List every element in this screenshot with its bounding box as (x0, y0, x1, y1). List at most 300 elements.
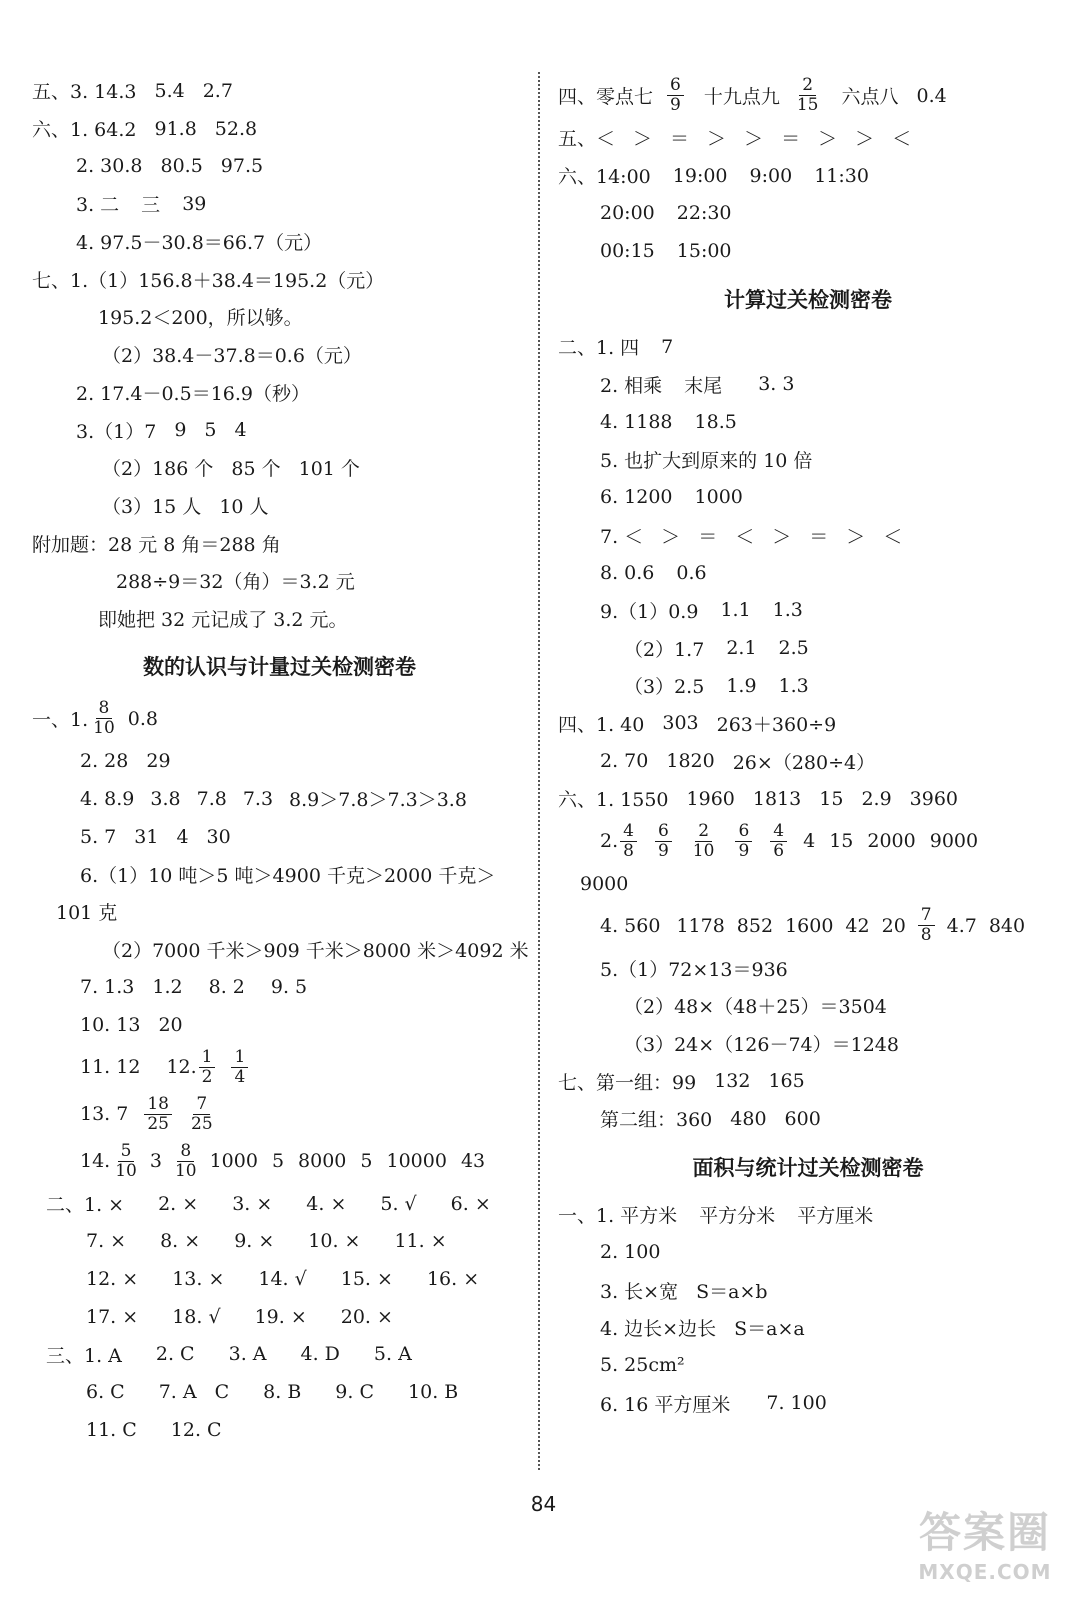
answer-line (558, 1271, 1058, 1309)
answer-text: 4. 1188 (600, 410, 673, 433)
answer-text: 1.1 (720, 599, 751, 622)
answer-text: （2）48×（48＋25）＝3504 (624, 996, 887, 1019)
answer-line (558, 629, 1058, 667)
answer-text: 三、1. A (46, 1344, 122, 1367)
section-title: 面积与统计过关检测密卷 (692, 1155, 924, 1180)
fraction (112, 1140, 140, 1181)
answer-text: 4. 8.9 (80, 787, 135, 810)
answer-text: 5.4 (154, 79, 185, 102)
answer-text: 6. 1200 (600, 486, 673, 509)
right-answer-column (558, 72, 1058, 1422)
answer-line (558, 516, 1058, 554)
fraction-numerator: 5 (118, 1143, 135, 1162)
answer-text: 12. × (86, 1268, 139, 1291)
answer-text: 4 (176, 825, 189, 848)
answer-text: 852 (736, 914, 774, 937)
answer-text: 0.8 (127, 707, 158, 730)
answer-text: 80.5 (160, 155, 203, 178)
answer-line (32, 487, 527, 525)
answer-text: 2. 相乘 (600, 374, 663, 397)
answer-text: 15:00 (676, 239, 732, 262)
answer-line (558, 865, 1058, 903)
answer-line (558, 1196, 1058, 1234)
answer-line (558, 1062, 1058, 1100)
answer-text: 五、＜ (558, 128, 616, 151)
answer-text: 1813 (752, 787, 802, 810)
answer-text: 四、1. 40 (558, 713, 645, 736)
answer-text: 19:00 (672, 164, 728, 187)
answer-line (32, 374, 527, 412)
answer-text: 3960 (909, 787, 959, 810)
column-divider (538, 72, 540, 1470)
answer-text: 2.7 (202, 79, 233, 102)
fraction (90, 700, 118, 737)
fraction (144, 1093, 172, 1134)
fraction-denominator: 10 (115, 1160, 137, 1181)
answer-text: 7.8 (196, 787, 227, 810)
answer-text: 288÷9＝32（角）＝3.2 元 (116, 571, 355, 594)
answer-text: 六点八 (841, 86, 899, 108)
answer-text: 二、1. × (46, 1194, 125, 1217)
answer-text: 4. D (300, 1343, 340, 1366)
answer-text: 平方厘米 (797, 1205, 874, 1228)
answer-line (32, 1006, 527, 1044)
answer-line (558, 479, 1058, 517)
answer-text: 303 (662, 712, 699, 735)
fraction-denominator: 10 (692, 840, 715, 861)
answer-text: 末尾 (684, 374, 723, 397)
fraction-numerator: 8 (96, 700, 113, 719)
answer-text: ＜ (892, 128, 912, 151)
answer-text: 101 个 (298, 458, 360, 481)
answer-text: 7. A (158, 1381, 197, 1404)
answer-text: 4. 边长×边长 (600, 1318, 717, 1341)
answer-line (32, 1138, 527, 1185)
answer-text: 10 人 (219, 495, 269, 518)
answer-text: 4 (234, 419, 247, 442)
answer-text: 2. 28 (80, 750, 129, 773)
fraction-numerator: 6 (735, 823, 752, 842)
answer-text: 5 (360, 1150, 373, 1173)
answer-line (32, 336, 527, 374)
answer-line (32, 695, 527, 742)
fraction-numerator: 2 (695, 823, 712, 842)
answer-line (32, 411, 527, 449)
answer-text: 1000 (694, 486, 743, 509)
section-title: 数的认识与计量过关检测密卷 (143, 655, 416, 680)
fraction-denominator: 10 (174, 1160, 197, 1181)
answer-text: S＝a×b (696, 1280, 768, 1303)
fraction (231, 1046, 248, 1087)
fraction-denominator: 15 (796, 95, 819, 115)
fraction-denominator: 8 (920, 925, 932, 946)
answer-text: 16. × (426, 1268, 480, 1291)
fraction (794, 77, 822, 114)
answer-text: 11. 12 (80, 1056, 141, 1079)
answer-text: ＞ (661, 525, 681, 548)
answer-text: 20 (158, 1013, 183, 1036)
answer-text: 7 (661, 335, 674, 358)
answer-text: 97.5 (220, 155, 264, 178)
answer-text: 第二组：360 (600, 1109, 713, 1132)
answer-text: 5.（1）72×13＝936 (600, 958, 788, 981)
answer-line (32, 818, 527, 856)
answer-text: 9000 (580, 872, 629, 895)
answer-line (32, 1260, 527, 1298)
fraction-denominator: 9 (738, 840, 750, 861)
answer-text: 1178 (676, 914, 725, 937)
answer-text: 43 (460, 1150, 486, 1173)
watermark (895, 1500, 1075, 1592)
answer-line (558, 705, 1058, 743)
answer-line (32, 931, 527, 969)
answer-text: ＝ (809, 525, 829, 548)
answer-text: 一、1. (32, 709, 89, 732)
answer-text: 15. × (340, 1268, 393, 1291)
answer-text: 3. 长×宽 (600, 1280, 679, 1303)
answer-text: 12. (166, 1056, 197, 1079)
fraction (770, 820, 787, 861)
answer-text: ＞ (744, 128, 764, 151)
answer-text: 2000 (867, 830, 916, 853)
answer-line (32, 524, 527, 562)
answer-text: 30 (206, 825, 231, 848)
answer-text: 17. × (86, 1305, 139, 1328)
answer-text: 4.7 (946, 914, 977, 937)
answer-text: 8000 (298, 1150, 347, 1173)
answer-text: 3. 二 (76, 194, 120, 217)
answer-text: ＞ (772, 525, 792, 548)
fraction (690, 820, 718, 861)
answer-text: 5 (204, 419, 217, 442)
answer-line (558, 949, 1058, 987)
fraction-denominator: 25 (191, 1113, 213, 1134)
answer-line (558, 818, 1058, 865)
answer-text: ＝ (670, 128, 690, 151)
answer-line (558, 403, 1058, 441)
answer-text: ＝ (781, 128, 801, 151)
answer-text: 七、1.（1）156.8＋38.4＝195.2（元） (32, 269, 385, 292)
answer-text: 8. 2 (208, 976, 245, 999)
answer-text: 11. × (394, 1230, 447, 1253)
answer-text: 29 (146, 750, 171, 773)
answer-text: 9. × (234, 1230, 275, 1253)
answer-text: 480 (730, 1107, 767, 1130)
fraction-denominator: 9 (657, 840, 669, 861)
answer-text: （2）7000 千米＞909 千米＞8000 米＞4092 米 (102, 940, 529, 963)
answer-text: 4 (803, 830, 816, 853)
answer-text: 18. √ (172, 1305, 221, 1328)
answer-text: 195.2＜200，所以够。 (98, 307, 303, 330)
answer-text: 10000 (386, 1150, 447, 1173)
answer-text: 1600 (785, 914, 834, 937)
answer-line (32, 1044, 527, 1091)
fraction (655, 820, 672, 861)
answer-line (558, 1025, 1058, 1063)
answer-line (32, 1185, 527, 1223)
answer-text: ＝ (698, 525, 718, 548)
answer-text: 91.8 (154, 117, 197, 140)
answer-text: 8. × (160, 1230, 201, 1253)
answer-text: 五、3. 14.3 (32, 81, 137, 104)
answer-text: 六、1. 64.2 (32, 119, 137, 142)
answer-text: 14. (80, 1150, 111, 1173)
answer-line (32, 110, 527, 148)
answer-line (558, 1234, 1058, 1272)
answer-text: ＞ (846, 525, 866, 548)
answer-text: （2）38.4－37.8＝0.6（元） (102, 345, 362, 368)
answer-text: 四、零点七 (558, 86, 654, 108)
answer-line (558, 1347, 1058, 1385)
answer-text: 6. × (450, 1192, 491, 1215)
answer-text: 18.5 (694, 410, 737, 433)
fraction-numerator: 7 (918, 907, 935, 926)
answer-text: 31 (134, 825, 159, 848)
answer-text: 附加题：28 元 8 角＝288 角 (32, 533, 281, 556)
answer-line (32, 449, 527, 487)
answer-text: ＞ (633, 128, 653, 151)
fraction-denominator: 6 (773, 840, 785, 861)
answer-text: 20 (881, 914, 906, 937)
answer-text: 7. ＜ (600, 525, 644, 548)
fraction-denominator: 10 (93, 718, 115, 739)
fraction-denominator: 4 (234, 1066, 246, 1087)
answer-text: 42 (845, 914, 870, 937)
answer-text: 1000 (209, 1150, 258, 1173)
fraction-numerator: 7 (193, 1096, 210, 1115)
answer-text: 2.5 (778, 637, 809, 660)
answer-text: 1.3 (772, 599, 803, 622)
answer-text: 5. √ (380, 1192, 417, 1215)
answer-text: 840 (988, 914, 1026, 937)
fraction (188, 1093, 216, 1134)
answer-line (32, 780, 527, 818)
answer-text: 0.4 (916, 84, 947, 107)
answer-line (558, 780, 1058, 818)
answer-text: 4. 97.5－30.8＝66.7（元） (76, 232, 323, 255)
answer-line (558, 119, 1058, 157)
answer-line (32, 72, 527, 110)
fraction (735, 820, 752, 861)
answer-line (32, 185, 527, 223)
answer-text: 26×（280÷4） (732, 751, 876, 774)
answer-text: 即她把 32 元记成了 3.2 元。 (98, 608, 348, 631)
answer-text: 11:30 (814, 164, 869, 187)
answer-line (32, 1298, 527, 1336)
answer-text: 2. × (158, 1192, 199, 1215)
answer-text: 3 (149, 1150, 162, 1173)
answer-text: 5. 7 (80, 825, 117, 848)
answer-text: 39 (182, 192, 207, 215)
answer-text: 7. 100 (766, 1392, 827, 1415)
answer-text: 52.8 (214, 117, 258, 140)
answer-line (32, 968, 527, 1006)
answer-text: 一、1. 平方米 (558, 1205, 678, 1228)
answer-text: 5. 25cm² (600, 1354, 685, 1377)
answer-line (32, 1336, 527, 1374)
fraction-denominator: 9 (670, 95, 681, 115)
answer-text: 165 (768, 1070, 805, 1093)
answer-text: 1.3 (778, 674, 809, 697)
answer-text: 1.2 (152, 976, 183, 999)
answer-text: （3）24×（126－74）＝1248 (624, 1034, 899, 1057)
answer-line (32, 600, 527, 638)
answer-text: 15 (819, 787, 844, 810)
answer-text: ＞ (855, 128, 875, 151)
fraction (667, 77, 684, 114)
answer-line (558, 742, 1058, 780)
fraction-numerator: 1 (199, 1049, 216, 1068)
answer-line (32, 1373, 527, 1411)
answer-text: 6. 16 平方厘米 (600, 1393, 731, 1416)
answer-text: 4. × (306, 1192, 347, 1215)
fraction-denominator: 2 (201, 1066, 213, 1087)
answer-line (32, 893, 527, 931)
answer-text: 5. 也扩大到原来的 10 倍 (600, 450, 813, 473)
answer-text: （3）15 人 (102, 495, 202, 518)
answer-text: 4. 560 (600, 914, 661, 937)
answer-text: ＞ (707, 128, 727, 151)
fraction-numerator: 8 (177, 1143, 194, 1162)
watermark-url: MXQE.COM (918, 1560, 1052, 1584)
answer-line (558, 441, 1058, 479)
fraction-numerator: 4 (620, 823, 637, 842)
answer-text: 15 (829, 830, 854, 853)
answer-text: 263＋360÷9 (716, 713, 837, 736)
fraction-numerator: 6 (667, 77, 684, 96)
answer-text: S＝a×a (734, 1318, 805, 1341)
answer-line (558, 667, 1058, 705)
answer-text: 1.9 (726, 674, 757, 697)
answer-text: 3. 3 (758, 373, 795, 396)
answer-text: 十九点九 (703, 86, 780, 108)
answer-text: 六、1. 1550 (558, 789, 669, 812)
answer-text: 9. C (335, 1381, 375, 1404)
answer-text: 8. 0.6 (600, 561, 655, 584)
answer-text: 12. C (170, 1418, 222, 1441)
answer-text: 7.3 (242, 787, 274, 810)
fraction (199, 1046, 216, 1087)
answer-text: 3.（1）7 (76, 420, 157, 443)
answer-line (32, 1091, 527, 1138)
answer-text: 13. 7 (80, 1103, 129, 1126)
answer-text: 132 (714, 1070, 751, 1093)
answer-line (558, 554, 1058, 592)
answer-text: 14. √ (258, 1268, 307, 1291)
answer-text: 平方分米 (699, 1205, 776, 1228)
answer-line (32, 1223, 527, 1261)
answer-text: 5. A (373, 1343, 412, 1366)
answer-text: 6.（1）10 吨＞5 吨＞4900 千克＞2000 千克＞ (80, 864, 496, 887)
fraction-denominator: 25 (147, 1113, 169, 1134)
answer-line (558, 72, 1058, 119)
fraction-numerator: 4 (770, 823, 787, 842)
answer-text: 2. C (155, 1343, 195, 1366)
answer-text: 7. 1.3 (80, 976, 135, 999)
answer-text: 3. A (228, 1343, 267, 1366)
answer-text: 13. × (172, 1268, 225, 1291)
answer-text: 2. 70 (600, 750, 649, 773)
answer-text: 5 (271, 1150, 285, 1173)
fraction-denominator: 8 (623, 840, 634, 861)
answer-line (32, 855, 527, 893)
answer-text: 101 克 (56, 902, 118, 925)
answer-text: 3. × (232, 1192, 273, 1215)
answer-line (558, 328, 1058, 366)
answer-line (558, 592, 1058, 630)
answer-text: 2. 30.8 (76, 155, 143, 178)
answer-text: 1960 (686, 787, 735, 810)
answer-text: 10. B (408, 1381, 459, 1404)
answer-text: 9:00 (749, 164, 793, 187)
answer-text: 七、第一组：99 (558, 1071, 697, 1094)
fraction-numerator: 1 (231, 1049, 248, 1068)
answer-text: 9 (174, 419, 187, 442)
answer-line (32, 260, 527, 298)
answer-line (32, 562, 527, 600)
answer-line (558, 1384, 1058, 1422)
answer-text: 1820 (666, 750, 715, 773)
answer-text: 85 个 (231, 458, 281, 481)
fraction (620, 820, 637, 861)
answer-text: （3）2.5 (624, 676, 705, 699)
answer-line (32, 1411, 527, 1449)
page-number: 84 (530, 1492, 557, 1516)
answer-text: 6. C (86, 1381, 125, 1404)
answer-text: 8. B (263, 1381, 302, 1404)
answer-line (32, 147, 527, 185)
answer-line (32, 223, 527, 261)
watermark-logo: 答案圈 (918, 1508, 1051, 1557)
answer-text: 2. 17.4－0.5＝16.9（秒） (76, 382, 310, 405)
answer-text: 20. × (340, 1305, 393, 1328)
answer-text: 20:00 (600, 202, 655, 225)
answer-text: 9. 5 (270, 976, 308, 999)
answer-line (32, 298, 527, 336)
answer-text: 00:15 (600, 239, 655, 262)
answer-line (558, 1309, 1058, 1347)
answer-text: 22:30 (676, 202, 732, 225)
answer-text: 2.9 (861, 787, 892, 810)
answer-line (558, 902, 1058, 949)
answer-line (32, 742, 527, 780)
fraction-numerator: 6 (655, 823, 672, 842)
answer-text: 9000 (929, 830, 979, 853)
answer-text: C (214, 1381, 230, 1404)
answer-line (558, 157, 1058, 195)
answer-text: 19. × (254, 1305, 307, 1328)
answer-text: 0.6 (676, 561, 707, 584)
answer-text: 9.（1）0.9 (600, 600, 699, 623)
answer-text: 10. 13 (80, 1013, 141, 1036)
answer-text: 二、1. 四 (558, 337, 640, 360)
answer-text: 10. × (308, 1230, 361, 1253)
answer-text: 2.1 (726, 637, 757, 660)
answer-line (558, 232, 1058, 270)
answer-text: 8.9＞7.8＞7.3＞3.8 (289, 789, 467, 812)
answer-text: ＞ (818, 128, 838, 151)
answer-text: 11. C (86, 1418, 137, 1441)
answer-text: （2）186 个 (102, 458, 214, 481)
answer-text: 600 (784, 1107, 821, 1130)
answer-line (558, 987, 1058, 1025)
answer-text: 3.8 (150, 787, 181, 810)
answer-line (558, 194, 1058, 232)
answer-text: 2. (600, 830, 619, 853)
fraction-numerator: 2 (799, 77, 816, 96)
fraction (172, 1140, 200, 1181)
answer-text: 三 (141, 194, 161, 217)
